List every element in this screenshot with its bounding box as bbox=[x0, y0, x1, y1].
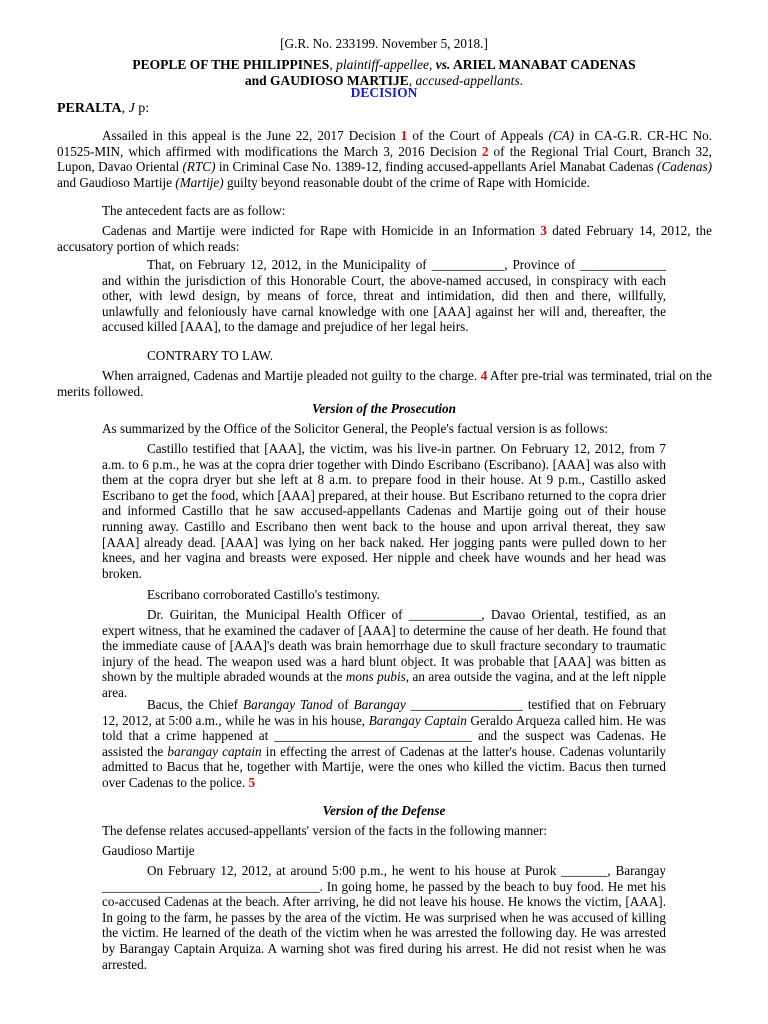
footnote-3[interactable]: 3 bbox=[540, 223, 547, 238]
caption-accused-2: and GAUDIOSO MARTIJE bbox=[244, 73, 409, 88]
footnote-1[interactable]: 1 bbox=[400, 128, 408, 143]
caption-vs: vs. bbox=[435, 57, 451, 72]
decision-heading: DECISION bbox=[350, 85, 418, 100]
caption-plaintiff: PEOPLE OF THE PHILIPPINES bbox=[132, 57, 330, 72]
paragraph-castillo: Castillo testified that [AAA], the victim, was his live-in partner. On February 12, 2012, from 7 a.m. to 6 p.m., he was at the copra drier together with Dindo Escribano (Escribano). [AAA] was also with them at the copra dryer but she left at 8 a.m. to prepare food in their house. At 9 p.m., Castillo asked Escribano to get the food, which [AAA] prepared, at their house. But Escribano returned to the copra drier and informed Castillo that he saw accused-appellants Cadenas and Martije going out of their house running away. Castillo and Escribano then went back to the house and upon arrival thereat, they saw [AAA] already dead. [AAA] was lying on her back naked. Her jogging pants were pulled down to her knees, and her vagina and breasts were exposed. Her nipple and cheek have wounds and her head was broken. bbox=[102, 441, 666, 581]
footnote-2[interactable]: 2 bbox=[481, 143, 489, 159]
paragraph-bacus: Bacus, the Chief Barangay Tanod of Barangay _________________ testified that on February 12, 2012, at 5:00 a.m., while he was in his house, Barangay Captain Geraldo Arqueza called him. He was told that a crime happened at ______________________________ and the suspect was Cadenas. He assisted the barangay captain in effecting the arrest of Cadenas at the latter's house. Cadenas voluntarily admitted to Bacus that he, together with Martije, were the ones who killed the victim. Bacus then turned over Cadenas to the police. 5 bbox=[102, 697, 666, 790]
paragraph-4: When arraigned, Cadenas and Martije pleaded not guilty to the charge. 4 After pre-trial was terminated, trial on the merits followed. bbox=[57, 368, 712, 399]
quoted-information: That, on February 12, 2012, in the Municipality of ___________, Province of _____________ and within the jurisdiction of this Honorable Court, the above-named accused, in conspiracy with each other, with lewd design, by means of force, threat and intimidation, did then and there, willfully, unlawfully and feloniously have carnal knowledge with one [AAA] against her will and, thereafter, the accused killed [AAA], to the damage and prejudice of her legal heirs. bbox=[102, 257, 666, 335]
heading-prosecution: Version of the Prosecution bbox=[312, 401, 456, 416]
contrary-to-law: CONTRARY TO LAW. bbox=[147, 348, 274, 363]
paragraph-3: Cadenas and Martije were indicted for Rape with Homicide in an Information 3 dated February 14, 2012, the accusatory portion of which reads: bbox=[57, 223, 713, 254]
paragraph-martije: On February 12, 2012, at around 5:00 p.m., he went to his house at Purok _______, Barangay _________________________________. In going home, he passed by the beach to buy food. He met his co-accused Cadenas at the beach. After arriving, he did not leave his house. He knows the victim, [AAA]. In going to the farm, he passes by the area of the victim. He was surprised when he was accused of killing the victim. He learned of the death of the victim when he was arrested the following day. He was arrested by Barangay Captain Arquiza. A warning shot was fired during his arrest. He did not resist when he was arrested. bbox=[102, 863, 666, 972]
paragraph-5: As summarized by the Office of the Solicitor General, the People's factual version is as follows: bbox=[102, 421, 609, 436]
footnote-4[interactable]: 4 bbox=[480, 368, 488, 383]
ponente: PERALTA, J p: bbox=[57, 101, 150, 116]
paragraph-defense-intro: The defense relates accused-appellants' version of the facts in the following manner: bbox=[102, 823, 548, 838]
paragraph-guiritan: Dr. Guiritan, the Municipal Health Officer of ___________, Davao Oriental, testified, as an expert witness, that he examined the cadaver of [AAA] to determine the cause of her death. He found that the immediate cause of [AAA]'s death was brain hemorrhage due to skull fracture secondary to traumatic injury of the head. The weapon used was a hard blunt object. It was probable that [AAA] was bitten as shown by the multiple abraded wounds at the mons pubis, an area outside the vagina, and at the left nipple area. bbox=[102, 607, 666, 700]
caption-accused-role: accused-appellants bbox=[415, 73, 520, 88]
heading-defense: Version of the Defense bbox=[322, 803, 446, 818]
footnote-5[interactable]: 5 bbox=[248, 774, 256, 790]
paragraph-2: The antecedent facts are as follow: bbox=[102, 203, 286, 218]
paragraph-1: Assailed in this appeal is the June 22, 2017 Decision 1 of the Court of Appeals (CA) in CA-G.R. CR-HC No. 01525-MIN, which affirmed with modifications the March 3, 2016 Decision 2 of the Regional Trial Court, Branch 32, Lupon, Davao Oriental (RTC) in Criminal Case No. 1389-12, finding accused-appellants Ariel Manabat Cadenas (Cadenas) and Gaudioso Martije (Martije) guilty beyond reasonable doubt of the crime of Rape with Homicide. bbox=[57, 128, 712, 190]
case-caption: PEOPLE OF THE PHILIPPINES, plaintiff-appellee, vs. ARIEL MANABAT CADENAS and GAUDIOSO MARTIJE, accused-appellants. bbox=[132, 57, 636, 88]
gr-number: [G.R. No. 233199. November 5, 2018.] bbox=[280, 36, 488, 51]
caption-accused-1: ARIEL MANABAT CADENAS bbox=[450, 57, 636, 72]
subheading-martije: Gaudioso Martije bbox=[102, 843, 195, 858]
paragraph-escribano: Escribano corroborated Castillo's testimony. bbox=[147, 587, 380, 602]
caption-plaintiff-role: plaintiff-appellee bbox=[336, 57, 430, 72]
